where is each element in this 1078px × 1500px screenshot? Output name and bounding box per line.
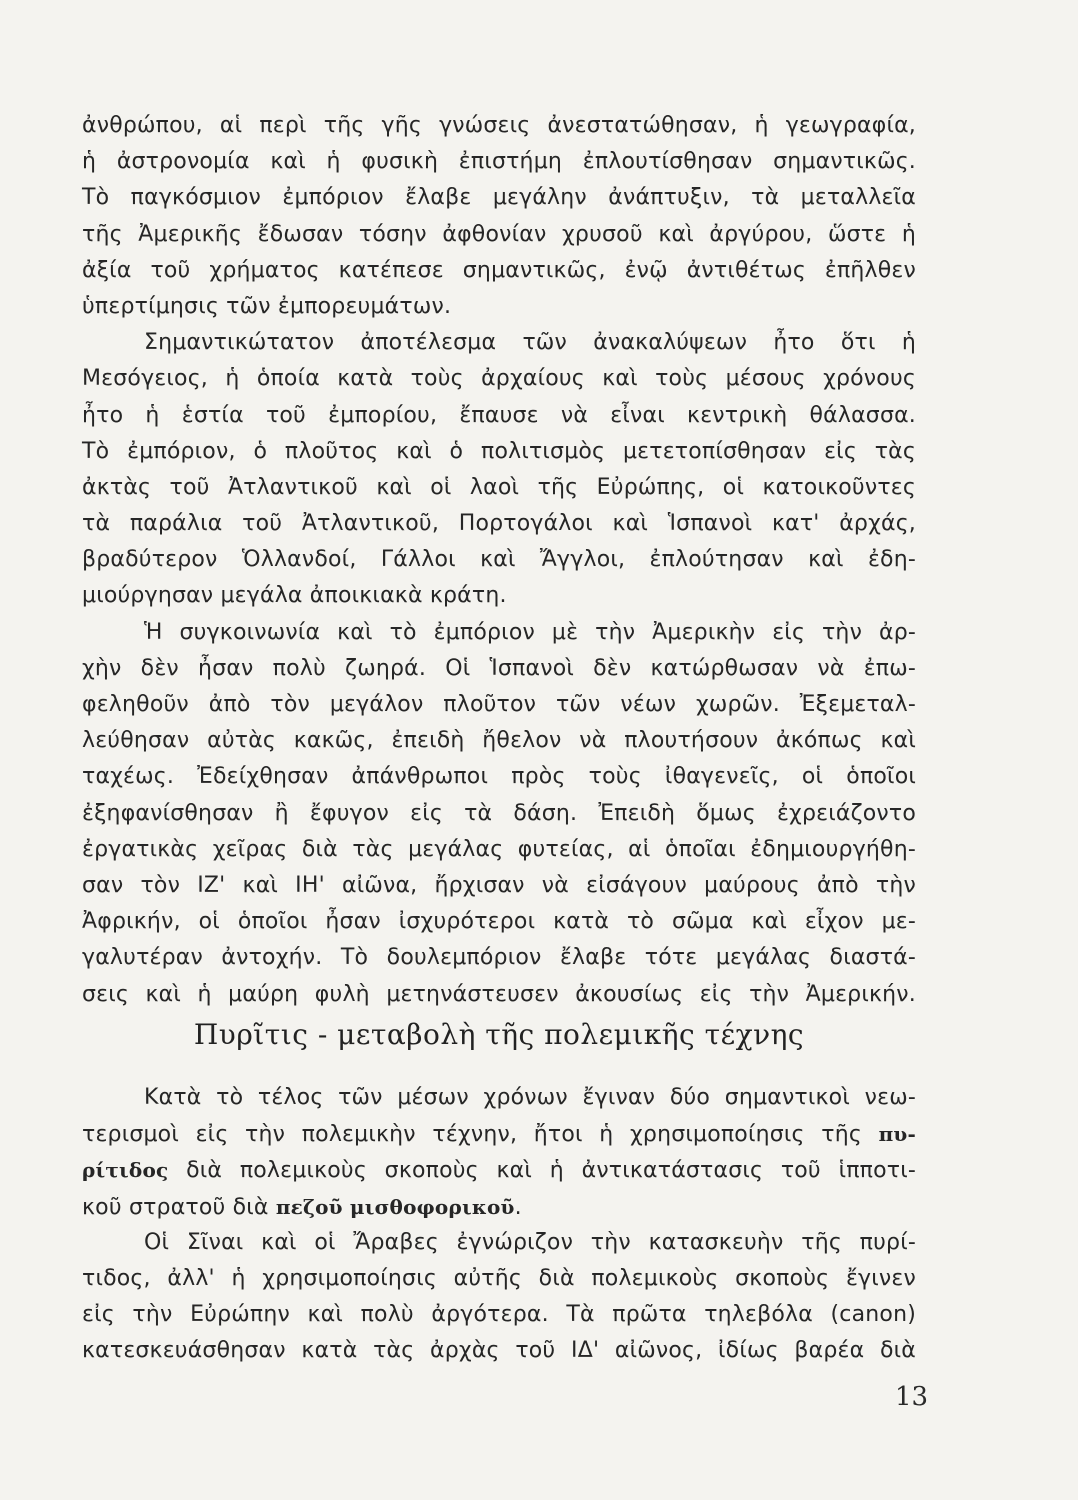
text-line (82, 1152, 916, 1188)
text-line: ἦτο ἡ ἑστία τοῦ ἐμπορίου, ἔπαυσε νὰ εἶναι κεντρικὴ θάλασσα. (82, 402, 916, 428)
text-line: ταχέως. Ἐδείχθησαν ἀπάνθρωποι πρὸς τοὺς ἰθαγενεῖς, οἱ ὁποῖοι (82, 764, 916, 790)
paragraph-4 (82, 1080, 916, 1225)
text-line: Τὸ παγκόσμιον ἐμπόριον ἔλαβε μεγάλην ἀνάπτυξιν, τὰ μεταλλεῖα (82, 185, 916, 211)
text-line: τιδος, ἀλλ' ἡ χρησιμοποίησις αὐτῆς διὰ πολεμικοὺς σκοποὺς ἔγινεν (82, 1265, 916, 1291)
text-run: . (514, 1194, 522, 1220)
text-line: Ἀφρικήν, οἱ ὁποῖοι ἦσαν ἰσχυρότεροι κατὰ τὸ σῶμα καὶ εἶχον με- (82, 909, 916, 935)
text-line: σαν τὸν ΙΖ' καὶ ΙΗ' αἰῶνα, ἤρχισαν νὰ εἰσάγουν μαύρους ἀπὸ τὴν (82, 872, 916, 898)
section-heading: Πυρῖτις - μεταβολὴ τῆς πολεμικῆς τέχνης (193, 1018, 805, 1051)
bold-term: πυ- (878, 1122, 916, 1147)
text-line: λεύθησαν αὐτὰς κακῶς, ἐπειδὴ ἤθελον νὰ πλουτήσουν ἀκόπως καὶ (82, 728, 916, 754)
page-number: 13 (895, 1382, 929, 1412)
text-line: Κατὰ τὸ τέλος τῶν μέσων χρόνων ἔγιναν δύο σημαντικοὶ νεω- (144, 1085, 916, 1110)
text-line: ἐργατικὰς χεῖρας διὰ τὰς μεγάλας φυτείας, αἱ ὁποῖαι ἐδημιουργήθη- (82, 836, 916, 862)
text-line: εἰς τὴν Εὐρώπην καὶ πολὺ ἀργότερα. Τὰ πρῶτα τηλεβόλα (canon) (82, 1302, 916, 1328)
text-run: τερισμοὶ εἰς τὴν πολεμικὴν τέχνην, ἤτοι ἡ χρησιμοποίησις τῆς (82, 1122, 879, 1148)
text-line: γαλυτέραν ἀντοχήν. Τὸ δουλεμπόριον ἔλαβε τότε μεγάλας διαστά- (82, 945, 916, 971)
text-line: Οἱ Σῖναι καὶ οἱ Ἄραβες ἐγνώριζον τὴν κατασκευὴν τῆς πυρί- (144, 1229, 916, 1255)
text-line: Σημαντικώτατον ἀποτέλεσμα τῶν ἀνακαλύψεων ἦτο ὅτι ἡ (144, 330, 916, 356)
text-line: Τὸ ἐμπόριον, ὁ πλοῦτος καὶ ὁ πολιτισμὸς μετετοπίσθησαν εἰς τὰς (82, 438, 916, 464)
text-run: κοῦ στρατοῦ διὰ (82, 1194, 276, 1220)
text-line (82, 1189, 916, 1225)
text-line: ἀκτὰς τοῦ Ἀτλαντικοῦ καὶ οἱ λαοὶ τῆς Εὐρώπης, οἱ κατοικοῦντες (82, 474, 916, 500)
text-line: φεληθοῦν ἀπὸ τὸν μεγάλον πλοῦτον τῶν νέων χωρῶν. Ἐξεμεταλ- (82, 692, 916, 717)
text-line: ἐξηφανίσθησαν ἢ ἔφυγον εἰς τὰ δάση. Ἐπειδὴ ὅμως ἐχρειάζοντο (82, 800, 916, 826)
section-2 (82, 1080, 916, 1370)
text-line: μιούργησαν μεγάλα ἀποικιακὰ κράτη. (82, 583, 507, 609)
text-line: ὑπερτίμησις τῶν ἐμπορευμάτων. (82, 293, 452, 319)
page-body (82, 108, 916, 1364)
paragraph-5 (82, 1225, 916, 1370)
text-line: Ἡ συγκοινωνία καὶ τὸ ἐμπόριον μὲ τὴν Ἀμερικὴν εἰς τὴν ἀρ- (144, 619, 916, 645)
text-line: χὴν δὲν ἦσαν πολὺ ζωηρά. Οἱ Ἱσπανοὶ δὲν κατώρθωσαν νὰ ἐπω- (82, 655, 916, 681)
text-line: Μεσόγειος, ἡ ὁποία κατὰ τοὺς ἀρχαίους καὶ τοὺς μέσους χρόνους (82, 366, 916, 392)
paragraph-2 (82, 325, 916, 615)
text-line: ἡ ἀστρονομία καὶ ἡ φυσικὴ ἐπιστήμη ἐπλουτίσθησαν σημαντικῶς. (82, 149, 916, 175)
text-run: διὰ πολεμικοὺς σκοποὺς καὶ ἡ ἀντικατάστασις τοῦ ἱπποτι- (168, 1158, 916, 1184)
text-line: σεις καὶ ἡ μαύρη φυλὴ μετηνάστευσεν ἀκουσίως εἰς τὴν Ἀμερικήν. (82, 981, 916, 1007)
bold-term: ρίτιδος (82, 1158, 169, 1183)
text-line: ἀνθρώπου, αἱ περὶ τῆς γῆς γνώσεις ἀνεστατώθησαν, ἡ γεωγραφία, (82, 113, 916, 138)
text-line (82, 1116, 916, 1152)
text-line: κατεσκευάσθησαν κατὰ τὰς ἀρχὰς τοῦ ΙΔ' αἰῶνος, ἰδίως βαρέα διὰ (82, 1338, 916, 1364)
paragraph-3 (82, 615, 916, 1013)
text-line: τῆς Ἀμερικῆς ἔδωσαν τόσην ἀφθονίαν χρυσοῦ καὶ ἀργύρου, ὥστε ἡ (82, 221, 916, 247)
bold-term: πεζοῦ μισθοφορικοῦ (275, 1194, 515, 1219)
text-line: βραδύτερον Ὁλλανδοί, Γάλλοι καὶ Ἄγγλοι, ἐπλούτησαν καὶ ἐδη- (82, 547, 916, 573)
paragraph-1 (82, 108, 916, 325)
text-line: ἀξία τοῦ χρήματος κατέπεσε σημαντικῶς, ἐνῷ ἀντιθέτως ἐπῆλθεν (82, 257, 916, 283)
text-line: τὰ παράλια τοῦ Ἀτλαντικοῦ, Πορτογάλοι καὶ Ἱσπανοὶ κατ' ἀρχάς, (82, 511, 916, 537)
